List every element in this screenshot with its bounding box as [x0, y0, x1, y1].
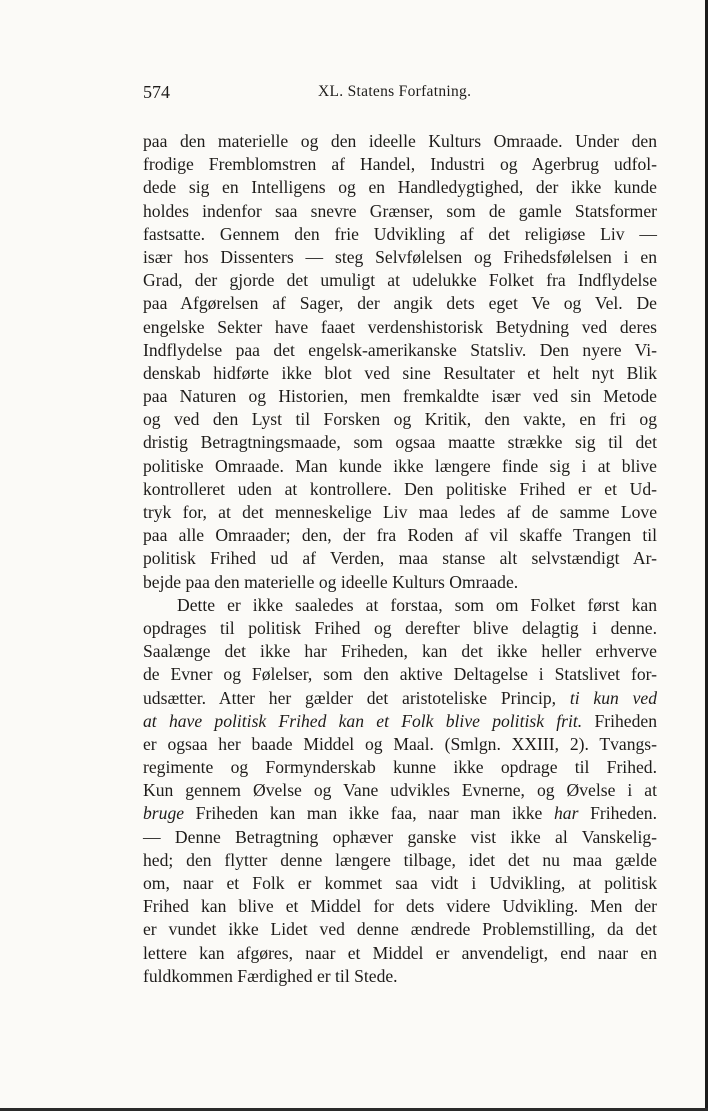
line-segment: fuldkommen Færdighed er til Stede.	[143, 965, 398, 986]
text-line	[143, 733, 657, 756]
line-segment: paa den materielle og den ideelle Kulturs Omraade. Under den	[143, 131, 657, 151]
line-segment: Dette er ikke saaledes at forstaa, som om Folket først kan	[177, 594, 657, 615]
line-segment: kontrolleret uden at kontrollere. Den politiske Frihed er et Ud-	[143, 478, 657, 499]
text-line	[143, 362, 657, 385]
line-segment: Friheden	[582, 710, 657, 731]
line-segment: især hos Dissenters — steg Selvfølelsen og Frihedsfølelsen i en	[143, 246, 657, 267]
text-line	[143, 895, 657, 918]
text-line	[143, 918, 657, 941]
line-segment: Frihed kan blive et Middel for dets videre Udvikling. Men der	[143, 896, 657, 917]
text-line	[143, 710, 657, 733]
text-line	[143, 617, 657, 640]
text-line	[143, 130, 657, 153]
text-line	[143, 687, 657, 710]
line-segment: og ved den Lyst til Forsken og Kritik, den vakte, en fri og	[143, 409, 657, 430]
text-line	[143, 501, 657, 524]
text-line	[143, 826, 657, 849]
line-segment: denskab hidførte ikke blot ved sine Resultater et helt nyt Blik	[143, 362, 657, 383]
line-segment: fastsatte. Gennem den frie Udvikling af det religiøse Liv —	[143, 223, 657, 244]
text-line	[143, 316, 657, 339]
text-line	[143, 802, 657, 825]
line-segment: de Evner og Følelser, som den aktive Deltagelse i Statslivet for-	[143, 664, 657, 685]
line-segment: lettere kan afgøres, naar et Middel er anvendeligt, end naar en	[143, 942, 657, 963]
line-segment: bejde paa den materielle og ideelle Kulturs Omraade.	[143, 571, 519, 592]
text-line	[143, 292, 657, 315]
text-line	[143, 872, 657, 895]
page-number: 574	[143, 82, 170, 102]
line-segment: Saalænge det ikke har Friheden, kan det ikke heller erhverve	[143, 641, 657, 662]
line-segment: holdes indenfor saa snevre Grænser, som de gamle Statsformer	[143, 200, 657, 221]
line-segment: paa alle Omraader; den, der fra Roden af vil skaffe Trangen til	[143, 525, 657, 546]
page-header	[143, 82, 658, 106]
italic-segment: at have politisk Frihed kan et Folk blive politisk frit.	[143, 710, 583, 731]
line-segment: Kun gennem Øvelse og Vane udvikles Evnerne, og Øvelse i at	[143, 780, 657, 801]
text-line	[143, 478, 657, 501]
text-line	[143, 408, 657, 431]
text-line	[143, 223, 657, 246]
line-segment: frodige Fremblomstren af Handel, Industri og Agerbrug udfol-	[143, 154, 657, 175]
text-line	[143, 176, 657, 199]
line-segment: politiske Omraade. Man kunde ikke længere finde sig i at blive	[143, 455, 657, 476]
text-line	[143, 431, 657, 454]
text-line	[143, 849, 657, 872]
line-segment: paa Afgørelsen af Sager, der angik dets eget Ve og Vel. De	[143, 293, 657, 314]
text-line	[143, 524, 657, 547]
text-line	[143, 269, 657, 292]
line-segment: regimente og Formynderskab kunne ikke opdrage til Frihed.	[143, 757, 657, 778]
text-line	[143, 571, 657, 594]
text-line	[143, 594, 657, 617]
line-segment: — Denne Betragtning ophæver ganske vist ikke al Vanskelig-	[143, 826, 657, 847]
text-line	[143, 246, 657, 269]
line-segment: tryk for, at det menneskelige Liv maa ledes af de samme Love	[143, 502, 657, 522]
line-segment: udsætter. Atter her gælder det aristoteliske Princip,	[143, 687, 570, 708]
line-segment: opdrages til politisk Frihed og derefter blive delagtig i denne.	[143, 617, 657, 638]
text-line	[143, 965, 657, 988]
text-line	[143, 153, 657, 176]
line-segment: er vundet ikke Lidet ved denne ændrede Problemstilling, da det	[143, 919, 657, 940]
line-segment: dede sig en Intelligens og en Handledygtighed, der ikke kunde	[143, 177, 657, 198]
italic-segment: ti kun ved	[569, 687, 657, 708]
line-segment: paa Naturen og Historien, men fremkaldte især ved sin Metode	[143, 386, 657, 407]
text-line	[143, 942, 657, 965]
text-line	[143, 385, 657, 408]
line-segment: Indflydelse paa det engelsk-amerikanske Statsliv. Den nyere Vi-	[143, 339, 657, 360]
text-line	[143, 455, 657, 478]
italic-segment: bruge	[143, 803, 185, 824]
line-segment: Friheden.	[578, 803, 658, 824]
text-line	[143, 663, 657, 686]
text-line	[143, 779, 657, 802]
line-segment: dristig Betragtningsmaade, som ogsaa maatte strække sig til det	[143, 432, 657, 453]
text-line	[143, 339, 657, 362]
italic-segment: har	[553, 803, 579, 824]
line-segment: politisk Frihed ud af Verden, maa stanse alt selvstændigt Ar-	[143, 548, 657, 569]
line-segment: hed; den flytter denne længere tilbage, idet det nu maa gælde	[143, 849, 657, 870]
text-line	[143, 200, 657, 223]
running-head: XL. Statens Forfatning.	[318, 83, 472, 100]
text-line	[143, 756, 657, 779]
line-segment: engelske Sekter have faaet verdenshistorisk Betydning ved deres	[143, 316, 657, 337]
body-text	[143, 130, 657, 988]
text-line	[143, 640, 657, 663]
line-segment: om, naar et Folk er kommet saa vidt i Udvikling, at politisk	[143, 873, 657, 893]
line-segment: Grad, der gjorde det umuligt at udelukke Folket fra Indflydelse	[143, 270, 657, 291]
line-segment: Friheden kan man ikke faa, naar man ikke	[184, 803, 554, 824]
text-line	[143, 547, 657, 570]
line-segment: er ogsaa her baade Middel og Maal. (Smlgn. XXIII, 2). Tvangs-	[143, 733, 657, 754]
